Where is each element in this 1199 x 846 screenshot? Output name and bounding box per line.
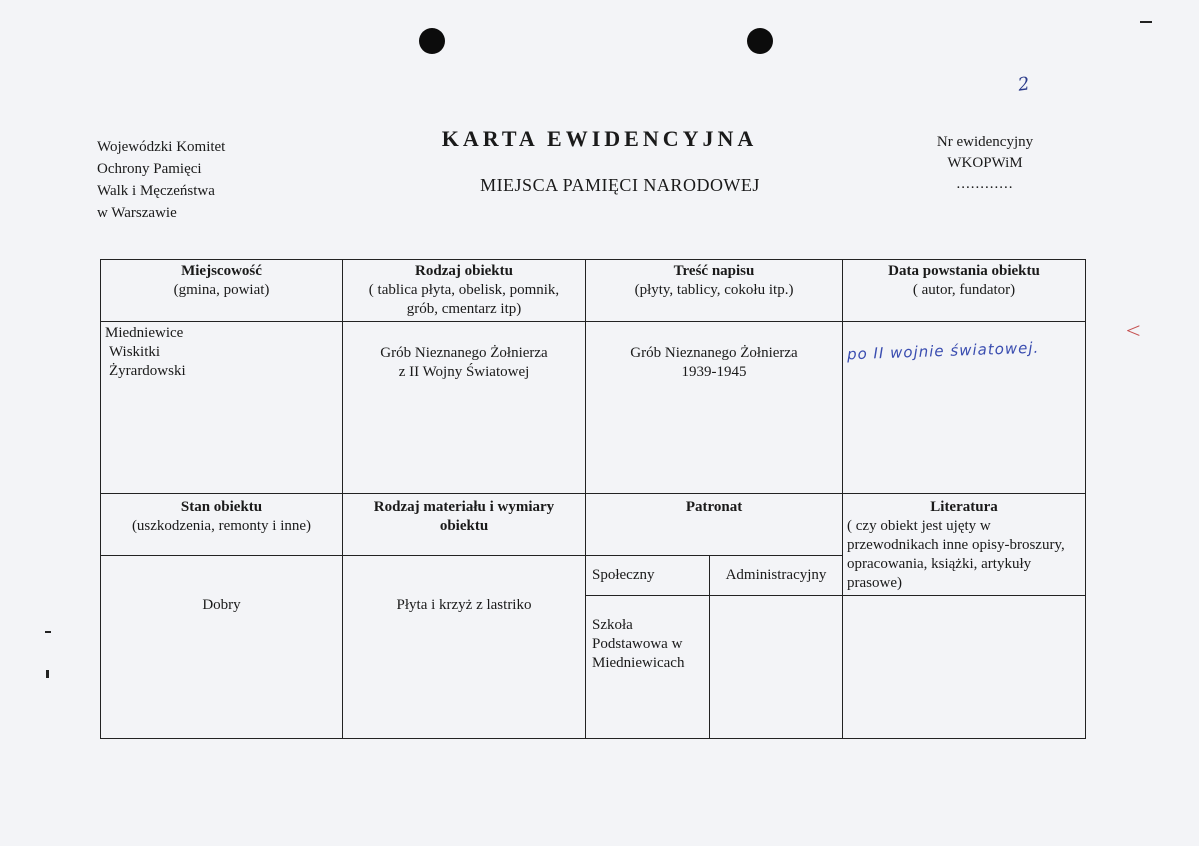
header-inscription: [586, 260, 843, 322]
punch-hole-left: [419, 28, 445, 54]
inscription-cell: [586, 322, 843, 494]
registry-number-block: [905, 132, 1065, 195]
patron-social-header: [586, 556, 710, 596]
location-cell: [101, 322, 343, 494]
header-condition: [101, 494, 343, 556]
header-location: [101, 260, 343, 322]
header-title: Stan obiektu: [180, 499, 263, 515]
committee-line: Walk i Męczeństwa: [97, 183, 215, 199]
document-title: KARTA EWIDENCYJNA: [441, 126, 758, 151]
location-line: Miedniewice: [105, 325, 184, 341]
header-patronage: [586, 494, 843, 556]
patron-social-line: Miedniewicach: [592, 655, 685, 671]
scan-mark-left-1: [45, 631, 51, 633]
patron-social-label: Społeczny: [592, 567, 655, 583]
margin-mark: <: [1125, 318, 1141, 343]
committee-line: Wojewódzki Komitet: [97, 139, 226, 155]
header-object-type: [343, 260, 586, 322]
committee-line: Ochrony Pamięci: [97, 161, 202, 177]
creation-date-cell: [843, 322, 1086, 494]
punch-hole-right: [747, 28, 773, 54]
header-title: Data powstania obiektu: [888, 263, 1040, 279]
patron-social-cell: [586, 596, 710, 739]
condition-value: Dobry: [202, 596, 241, 613]
inscription-line: Grób Nieznanego Żołnierza: [630, 345, 798, 361]
header-title: Rodzaj materiału i wymiary obiektu: [373, 499, 555, 534]
committee-line: w Warszawie: [97, 205, 177, 221]
handwritten-date: po II wojnie światowej.: [846, 338, 1040, 364]
header-title: Patronat: [685, 499, 743, 515]
material-cell: [343, 556, 586, 739]
document-subtitle: MIEJSCA PAMIĘCI NARODOWEJ: [480, 175, 760, 195]
object-type-line: Grób Nieznanego Żołnierza: [380, 345, 548, 361]
patron-admin-header: [710, 556, 843, 596]
header-material: [343, 494, 586, 556]
header-title: Literatura: [930, 499, 998, 515]
header-subtitle: (gmina, powiat): [173, 282, 270, 298]
patron-social-line: Szkoła: [592, 617, 633, 633]
patron-admin-label: Administracyjny: [725, 567, 827, 583]
location-line: Żyrardowski: [109, 363, 186, 379]
header-subtitle: ( tablica płyta, obelisk, pomnik, grób, cmentarz itp): [368, 282, 560, 317]
header-title: Treść napisu: [673, 263, 755, 279]
patron-admin-cell: [710, 596, 843, 739]
inscription-line: 1939-1945: [681, 364, 747, 380]
header-literature: [843, 494, 1086, 596]
header-subtitle: (uszkodzenia, remonty i inne): [131, 518, 312, 534]
header-subtitle: ( czy obiekt jest ujęty w przewodnikach inne opisy-broszury, opracowania, książki, artykuły prasowe): [847, 518, 1065, 591]
location-line: Wiskitki: [109, 344, 161, 360]
header-title: Miejscowość: [181, 263, 262, 279]
literature-cell: [843, 596, 1086, 739]
material-value: Płyta i krzyż z lastriko: [396, 596, 532, 613]
scan-mark-left-2: [46, 670, 49, 678]
header-title: Rodzaj obiektu: [415, 263, 513, 279]
registry-label: Nr ewidencyjny: [936, 134, 1034, 150]
registry-org: WKOPWiM: [947, 155, 1023, 171]
header-subtitle: ( autor, fundator): [912, 282, 1016, 298]
scan-mark-top-right: [1140, 21, 1152, 23]
patron-social-line: Podstawowa w: [592, 636, 683, 652]
object-type-line: z II Wojny Światowej: [398, 364, 530, 380]
registry-value: ............: [956, 176, 1014, 192]
page-number: 2: [1016, 73, 1031, 96]
object-type-cell: [343, 322, 586, 494]
header-creation-date: [843, 260, 1086, 322]
header-subtitle: (płyty, tablicy, cokołu itp.): [634, 282, 794, 298]
condition-cell: [101, 556, 343, 739]
registry-card-table: [100, 259, 1086, 739]
